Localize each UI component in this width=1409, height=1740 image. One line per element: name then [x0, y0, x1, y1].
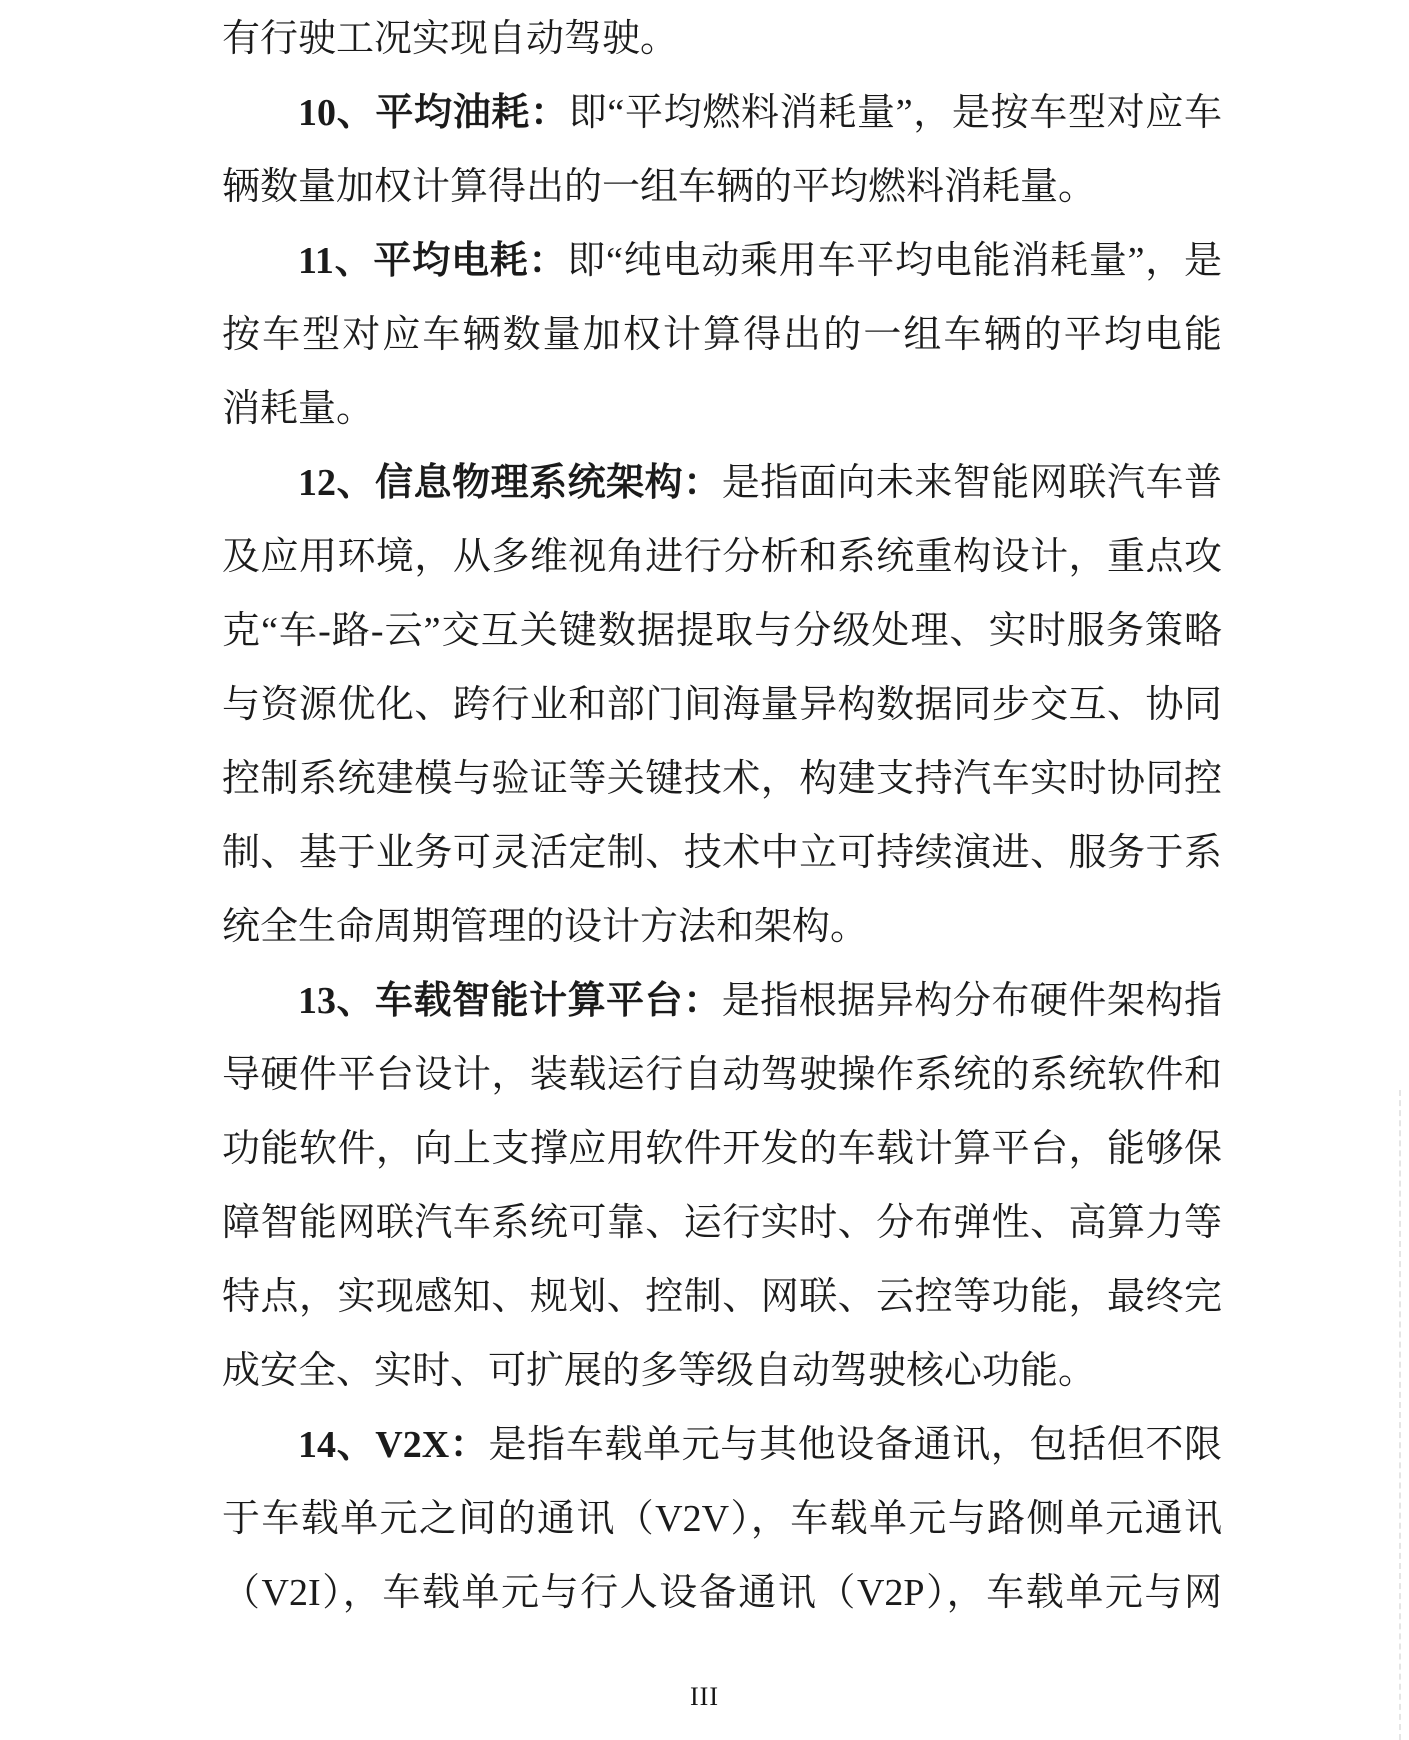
page-number: III — [690, 1682, 719, 1711]
text-line — [222, 1038, 1222, 1112]
text-line — [222, 964, 1222, 1038]
text-segment: 按车型对应车辆数量加权计算得出的一组车辆的平均电能 — [222, 314, 1222, 356]
text-segment: 克“车-路-云”交互关键数据提取与分级处理、实时服务策略 — [222, 610, 1222, 652]
text-line — [222, 298, 1222, 372]
text-segment: 是指面向未来智能网联汽车普 — [721, 462, 1222, 504]
term-label: 13、车载智能计算平台： — [298, 980, 722, 1022]
text-segment: 功能软件，向上支撑应用软件开发的车载计算平台，能够保 — [222, 1128, 1222, 1170]
term-label: 11、平均电耗： — [298, 240, 568, 282]
text-line — [222, 446, 1222, 520]
text-line — [222, 1408, 1222, 1482]
text-line — [222, 594, 1222, 668]
text-line — [222, 520, 1222, 594]
text-line — [222, 76, 1222, 150]
text-segment: 于车载单元之间的通讯（V2V），车载单元与路侧单元通讯 — [222, 1498, 1222, 1540]
text-segment: 特点，实现感知、规划、控制、网联、云控等功能，最终完 — [222, 1276, 1222, 1318]
text-line — [222, 890, 1222, 964]
scan-artifact-line — [1399, 1090, 1401, 1740]
body-text — [222, 2, 1222, 1630]
text-segment: 辆数量加权计算得出的一组车辆的平均燃料消耗量。 — [222, 166, 1097, 208]
text-line — [222, 1482, 1222, 1556]
term-label: 14、V2X： — [298, 1424, 489, 1466]
text-segment: 即“平均燃料消耗量”，是按车型对应车 — [568, 92, 1222, 134]
text-segment: 与资源优化、跨行业和部门间海量异构数据同步交互、协同 — [222, 684, 1222, 726]
text-segment: 导硬件平台设计，装载运行自动驾驶操作系统的系统软件和 — [222, 1054, 1222, 1096]
text-line — [222, 816, 1222, 890]
text-line — [222, 1112, 1222, 1186]
text-line — [222, 742, 1222, 816]
text-segment: 障智能网联汽车系统可靠、运行实时、分布弹性、高算力等 — [222, 1202, 1222, 1244]
term-label: 10、平均油耗： — [298, 92, 569, 134]
text-segment: 消耗量。 — [222, 388, 375, 430]
text-segment: 制、基于业务可灵活定制、技术中立可持续演进、服务于系 — [222, 832, 1222, 874]
text-line — [222, 150, 1222, 224]
text-segment: 及应用环境，从多维视角进行分析和系统重构设计，重点攻 — [222, 536, 1222, 578]
text-line — [222, 1334, 1222, 1408]
text-segment: 即“纯电动乘用车平均电能消耗量”，是 — [567, 240, 1222, 282]
term-label: 12、信息物理系统架构： — [298, 462, 722, 504]
text-segment: 统全生命周期管理的设计方法和架构。 — [222, 906, 869, 948]
text-line — [222, 1186, 1222, 1260]
text-line — [222, 1556, 1222, 1630]
text-segment: （V2I），车载单元与行人设备通讯（V2P），车载单元与网 — [222, 1572, 1222, 1614]
text-line — [222, 2, 1222, 76]
text-segment: 是指车载单元与其他设备通讯，包括但不限 — [488, 1424, 1222, 1466]
text-segment: 有行驶工况实现自动驾驶。 — [222, 18, 679, 60]
text-line — [222, 224, 1222, 298]
text-segment: 是指根据异构分布硬件架构指 — [721, 980, 1222, 1022]
text-line — [222, 372, 1222, 446]
text-segment: 成安全、实时、可扩展的多等级自动驾驶核心功能。 — [222, 1350, 1097, 1392]
text-line — [222, 668, 1222, 742]
text-line — [222, 1260, 1222, 1334]
text-segment: 控制系统建模与验证等关键技术，构建支持汽车实时协同控 — [222, 758, 1222, 800]
